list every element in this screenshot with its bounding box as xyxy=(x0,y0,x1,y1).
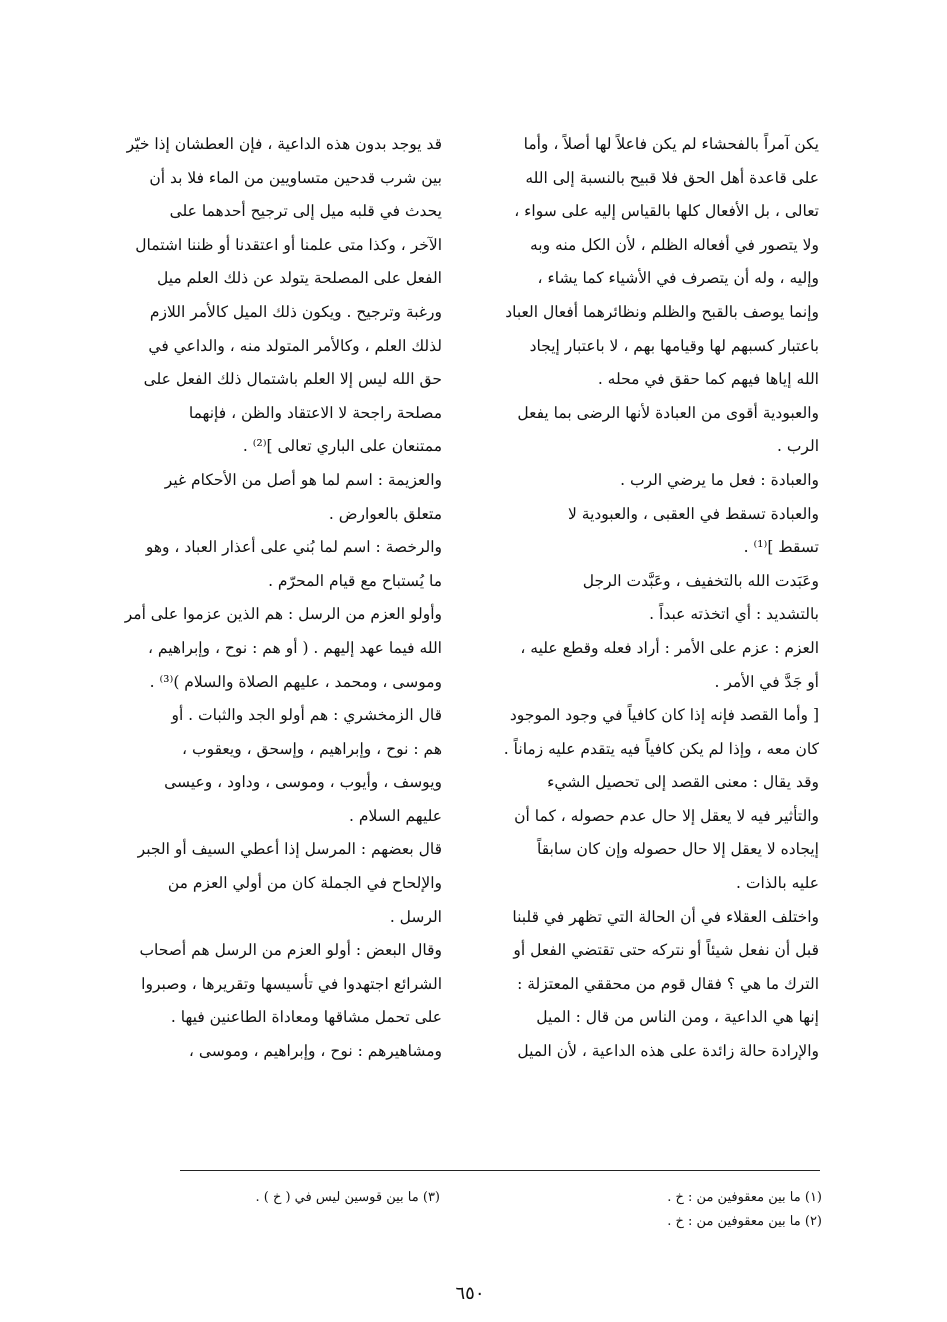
right-text-column xyxy=(437,128,819,1069)
text-line: يكن آمراً بالفحشاء لم يكن فاعلاً لها أصلاً ، وأما xyxy=(523,135,819,153)
text-line: وعَبَدت الله بالتخفيف ، وعَبَّدت الرجل xyxy=(582,571,819,590)
text-line: الله فيما عهد إليهم . ( أو هم : نوح ، وإبراهيم ، xyxy=(147,638,442,657)
text-line: إيجاده لا يعقل إلا حال حصوله وإن كان سابقاً xyxy=(536,840,819,859)
text-line: واختلف العقلاء في أن الحالة التي تظهر في قلبنا xyxy=(512,907,819,926)
text-line: إنها هي الداعية ، ومن الناس من قال : الميل xyxy=(536,1008,819,1027)
text-line: كان معه ، وإذا لم يكن كافياً فيه يتقدم عليه زماناً . xyxy=(503,739,819,758)
text-line: عليهم السلام . xyxy=(349,806,442,825)
text-line: والعبادة تسقط في العقبى ، والعبودية لا xyxy=(568,504,819,523)
text-line: يحدث في قلبه ميل إلى ترجيح أحدهما على xyxy=(169,202,442,221)
text-line: قال بعضهم : المرسل إذا أعطي السيف أو الجبر xyxy=(137,840,442,859)
text-line: قبل أن نفعل شيئاً أو نتركه حتى تقتضي الفعل أو xyxy=(513,941,819,960)
text-line: ما يُستباح مع قيام المحرّم . xyxy=(268,571,442,590)
text-line: ومشاهيرهم : نوح ، وإبراهيم ، وموسى ، xyxy=(188,1042,442,1061)
text-line: حق الله ليس إلا العلم باشتمال ذلك الفعل على xyxy=(143,370,442,389)
text-line: والإرادة حالة زائدة على هذه الداعية ، لأن الميل xyxy=(517,1042,819,1061)
text-line: متعلق بالعوارض . xyxy=(328,504,442,523)
text-line: هم : نوح ، وإبراهيم ، وإسحق ، ويعقوب ، xyxy=(182,739,442,758)
text-line: تسقط ]⁽¹⁾ . xyxy=(743,538,819,557)
footnote: (٣) ما بين قوسين ليس في ( خ ) . xyxy=(255,1190,440,1205)
text-line: وإنما يوصف بالقبح والظلم ونظائرهما أفعال العباد xyxy=(505,302,819,321)
text-line: ولا يتصور في أفعاله الظلم ، لأن الكل منه وبه xyxy=(529,235,819,254)
text-line: ويوسف ، وأيوب ، وموسى ، وداود ، وعيسى xyxy=(164,773,442,792)
text-line: وإليه ، وله أن يتصرف في الأشياء كما يشاء ، xyxy=(537,269,819,288)
footnote-divider xyxy=(180,1170,820,1171)
text-line: والعبادة : فعل ما يرضي الرب . xyxy=(620,470,819,489)
footnotes-left xyxy=(200,1186,440,1210)
text-line: والعبودية أقوى من العبادة لأنها الرضى بما يفعل xyxy=(517,403,819,422)
text-line: قد يوجد بدون هذه الداعية ، فإن العطشان إذا خيّر xyxy=(126,135,442,153)
text-line: والرخصة : اسم لما بُني على أعذار العباد ، وهو xyxy=(145,538,442,557)
text-line: الترك ما هي ؟ فقال قوم من محققي المعتزلة : xyxy=(517,974,819,993)
text-line: والإلحاح في الجملة كان من أولي العزم من xyxy=(167,874,442,893)
text-line: وموسى ، ومحمد ، عليهم الصلاة والسلام )⁽³⁾ . xyxy=(149,672,442,691)
text-line: أو جَدَّ في الأمر . xyxy=(714,672,819,691)
text-line: الآخر ، وكذا متى علمنا أو اعتقدنا أو ظننا اشتمال xyxy=(135,235,442,254)
left-text-column xyxy=(60,128,442,1069)
text-line: مصلحة راجحة لا الاعتقاد والظن ، فإنهما xyxy=(188,403,442,422)
footnote: (٢) ما بين معقوفين من : خ . xyxy=(667,1214,822,1229)
text-line: وأولو العزم من الرسل : هم الذين عزموا على أمر xyxy=(124,605,442,624)
text-line: ممتنعان على الباري تعالى ]⁽²⁾ . xyxy=(242,437,442,456)
text-line: والعزيمة : اسم لما هو أصل من الأحكام غير xyxy=(164,470,442,489)
text-line: وقال البعض : أولو العزم من الرسل هم أصحاب xyxy=(139,941,442,960)
text-line: العزم : عزم على الأمر : أراد فعله وقطع عليه ، xyxy=(520,638,819,657)
text-line: قال الزمخشري : هم أولو الجد والثبات . أو xyxy=(171,706,442,725)
text-line: تعالى ، بل الأفعال كلها بالقياس إليه على سواء ، xyxy=(514,202,819,221)
text-line: الرب . xyxy=(776,437,819,456)
text-line: عليه بالذات . xyxy=(736,874,819,893)
text-line: [ وأما القصد فإنه إذا كان كافياً في وجود الموجود xyxy=(509,706,819,725)
text-line: باعتبار كسبهم لها وقيامها بهم ، لا باعتبار إيجاد xyxy=(529,336,819,355)
footnote: (١) ما بين معقوفين من : خ . xyxy=(667,1190,822,1205)
text-line: الفعل على المصلحة يتولد عن ذلك العلم ميل xyxy=(156,269,442,288)
page-number: ٦٥٠ xyxy=(455,1283,485,1304)
text-line: الرسل . xyxy=(389,907,442,926)
text-line: بالتشديد : أي اتخذته عبداً . xyxy=(649,605,819,624)
text-line: والتأثير فيه لا يعقل إلا حال عدم حصوله ، كما أن xyxy=(514,806,819,825)
text-line: بين شرب قدحين متساويين من الماء فلا بد أن xyxy=(149,168,442,187)
text-line: على تحمل مشاقها ومعاداة الطاعنين فيها . xyxy=(170,1008,442,1027)
footnotes-right xyxy=(560,1186,822,1234)
text-line: وقد يقال : معنى القصد إلى تحصيل الشيء xyxy=(547,773,819,792)
text-line: الشرائع اجتهدوا في تأسيسها وتقريرها ، وصبروا xyxy=(141,974,442,993)
text-line: الله إياها فيهم كما حقق في محله . xyxy=(597,370,819,389)
text-line: على قاعدة أهل الحق فلا قبيح بالنسبة إلى الله xyxy=(525,168,819,187)
text-line: لذلك العلم ، وكالأمر المتولد منه ، والداعي في xyxy=(148,336,442,355)
text-line: ورغبة وترجيح . ويكون ذلك الميل كالأمر اللازم xyxy=(149,302,442,321)
